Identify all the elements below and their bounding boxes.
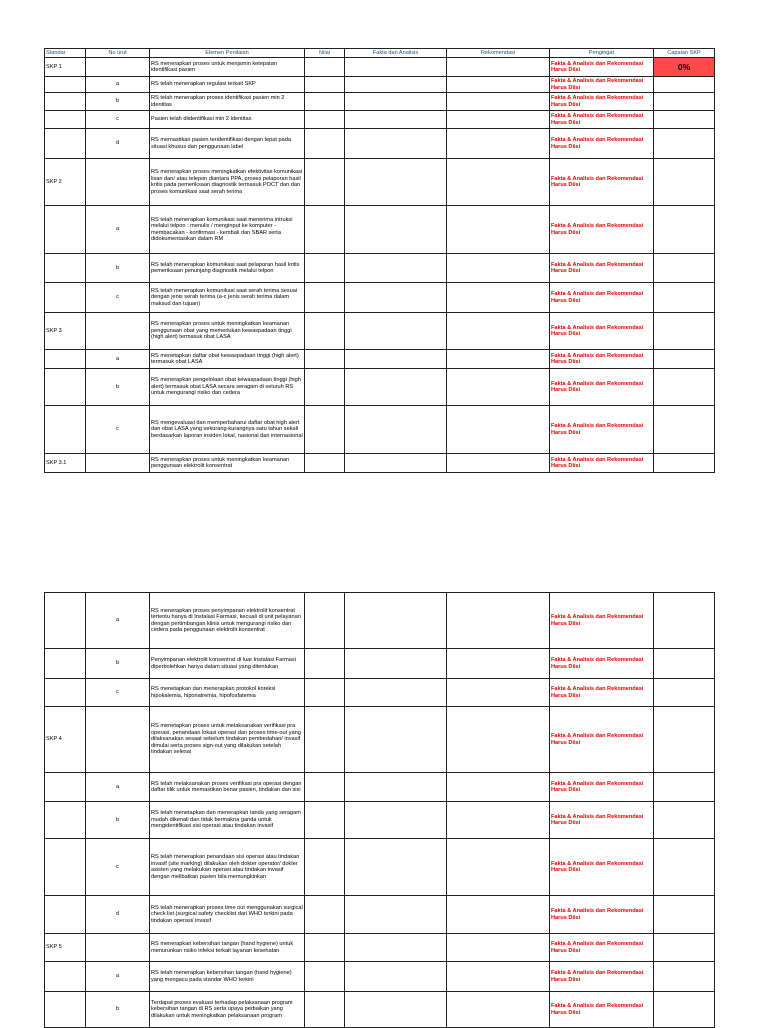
elemen-penilaian-cell: RS menerapkan pengelolaan obat kewaspadaan tinggi (high alert) termasuk obat LASA secara seragam di seluruh RS untuk mengurangi risiko dan cedera bbox=[150, 369, 305, 406]
table-row bbox=[45, 283, 715, 313]
rekomendasi-input-cell[interactable] bbox=[447, 992, 550, 1028]
pengingat-cell: Fakta & Analisis dan Rekomendasi Harus Diisi bbox=[550, 283, 654, 313]
elemen-penilaian-cell: RS menerapkan proses untuk meningkatkan keamanan penggunaan obat yang memerlukan kewaspadaan tinggi (high alert) termasuk obat LASA bbox=[150, 313, 305, 350]
elemen-penilaian-cell: RS telah menerapkan regulasi terkait SKP bbox=[150, 77, 305, 93]
standar-cell bbox=[45, 962, 86, 992]
pengingat-cell: Fakta & Analisis dan Rekomendasi Harus Diisi bbox=[550, 159, 654, 206]
pengingat-cell: Fakta & Analisis dan Rekomendasi Harus Diisi bbox=[550, 58, 654, 77]
nilai-input-cell[interactable] bbox=[305, 58, 345, 77]
capaian-skp-cell bbox=[654, 159, 715, 206]
nilai-input-cell[interactable] bbox=[305, 406, 345, 454]
rekomendasi-input-cell[interactable] bbox=[447, 454, 550, 473]
nilai-input-cell[interactable] bbox=[305, 679, 345, 707]
header-no-urut: No urut bbox=[86, 49, 150, 58]
elemen-penilaian-cell: RS telah menerapkan kebersihan tangan (hand hygiene) yang mengacu pada standar WHO terkini bbox=[150, 962, 305, 992]
nilai-input-cell[interactable] bbox=[305, 206, 345, 254]
capaian-skp-cell bbox=[654, 93, 715, 111]
elemen-penilaian-cell: RS menerapkan proses untuk menjamin ketepatan identifikasi pasien bbox=[150, 58, 305, 77]
capaian-skp-cell bbox=[654, 962, 715, 992]
nilai-input-cell[interactable] bbox=[305, 350, 345, 369]
capaian-skp-value: 0% bbox=[654, 58, 715, 77]
fakta-analisis-input-cell[interactable] bbox=[345, 159, 447, 206]
rekomendasi-input-cell[interactable] bbox=[447, 129, 550, 159]
nilai-input-cell[interactable] bbox=[305, 962, 345, 992]
pengingat-cell: Fakta & Analisis dan Rekomendasi Harus Diisi bbox=[550, 679, 654, 707]
rekomendasi-input-cell[interactable] bbox=[447, 406, 550, 454]
rekomendasi-input-cell[interactable] bbox=[447, 111, 550, 129]
standar-cell bbox=[45, 649, 86, 679]
no-urut-cell bbox=[86, 707, 150, 773]
elemen-penilaian-cell: RS menerapkan kebersihan tangan (hand hygiene) untuk menurunkan risiko infeksi terkait layanan kesehatan bbox=[150, 934, 305, 962]
table-row bbox=[45, 649, 715, 679]
capaian-skp-cell bbox=[654, 593, 715, 649]
rekomendasi-input-cell[interactable] bbox=[447, 649, 550, 679]
standar-cell bbox=[45, 283, 86, 313]
header-capaian-skp: Capaian SKP bbox=[654, 49, 715, 58]
table-row bbox=[45, 802, 715, 839]
pengingat-cell: Fakta & Analisis dan Rekomendasi Harus Diisi bbox=[550, 406, 654, 454]
table-row bbox=[45, 839, 715, 896]
pengingat-cell: Fakta & Analisis dan Rekomendasi Harus Diisi bbox=[550, 802, 654, 839]
rekomendasi-input-cell[interactable] bbox=[447, 206, 550, 254]
capaian-skp-cell bbox=[654, 313, 715, 350]
capaian-skp-cell bbox=[654, 206, 715, 254]
standar-cell bbox=[45, 992, 86, 1028]
rekomendasi-input-cell[interactable] bbox=[447, 254, 550, 283]
no-urut-cell: a bbox=[86, 773, 150, 802]
elemen-penilaian-cell: RS telah menerapkan penandaan sisi operasi atau tindakan invasif (site marking) dilakukan oleh dokter operator/ dokter asisten yang melakukan operasi atau tindakan invasif dengan melibatkan pasien bila memungkinkan bbox=[150, 839, 305, 896]
nilai-input-cell[interactable] bbox=[305, 454, 345, 473]
standar-cell bbox=[45, 593, 86, 649]
elemen-penilaian-cell: RS menetapkan daftar obat kewaspadaan tinggi (high alert) termasuk obat LASA bbox=[150, 350, 305, 369]
capaian-skp-cell bbox=[654, 77, 715, 93]
no-urut-cell bbox=[86, 58, 150, 77]
fakta-analisis-input-cell[interactable] bbox=[345, 206, 447, 254]
standar-cell bbox=[45, 406, 86, 454]
elemen-penilaian-cell: RS mengevaluasi dan memperbaharui daftar obat high alert dan obat LASA yang sekurang-kurangnya satu tahun sekali berdasarkan laporan insiden lokal, nasional dan internasional bbox=[150, 406, 305, 454]
standar-cell bbox=[45, 93, 86, 111]
table-row bbox=[45, 77, 715, 93]
rekomendasi-input-cell[interactable] bbox=[447, 369, 550, 406]
elemen-penilaian-cell: RS telah menerapkan komunikasi saat pelaporan hasil kritis pemeriksaan penunjang diagnostik melalui telpon bbox=[150, 254, 305, 283]
pengingat-cell: Fakta & Analisis dan Rekomendasi Harus Diisi bbox=[550, 206, 654, 254]
elemen-penilaian-cell: RS menerapkan proses untuk meningkatkan keamanan penggunaan elektrolit konsentrat bbox=[150, 454, 305, 473]
elemen-penilaian-cell: RS menetapkan proses untuk melaksanakan verifikasi pra operasi, penandaan lokasi operasi dan proses time-out yang dilaksanakan sesaat sebelum tindakan pembedahan/ invasif dimulai serta proses sign-out yang dilakukan setelah tindakan selesai bbox=[150, 707, 305, 773]
fakta-analisis-input-cell[interactable] bbox=[345, 111, 447, 129]
nilai-input-cell[interactable] bbox=[305, 934, 345, 962]
no-urut-cell: c bbox=[86, 283, 150, 313]
header-row bbox=[45, 49, 715, 58]
no-urut-cell bbox=[86, 313, 150, 350]
rekomendasi-input-cell[interactable] bbox=[447, 350, 550, 369]
fakta-analisis-input-cell[interactable] bbox=[345, 707, 447, 773]
standar-cell: SKP 5 bbox=[45, 934, 86, 962]
rekomendasi-input-cell[interactable] bbox=[447, 679, 550, 707]
table-row bbox=[45, 593, 715, 649]
nilai-input-cell[interactable] bbox=[305, 773, 345, 802]
table-row bbox=[45, 254, 715, 283]
pengingat-cell: Fakta & Analisis dan Rekomendasi Harus Diisi bbox=[550, 350, 654, 369]
fakta-analisis-input-cell[interactable] bbox=[345, 839, 447, 896]
rekomendasi-input-cell[interactable] bbox=[447, 962, 550, 992]
no-urut-cell: c bbox=[86, 406, 150, 454]
standar-cell bbox=[45, 802, 86, 839]
nilai-input-cell[interactable] bbox=[305, 707, 345, 773]
header-standar: Standar bbox=[45, 49, 86, 58]
header-nilai: Nilai bbox=[305, 49, 345, 58]
table-row bbox=[45, 159, 715, 206]
fakta-analisis-input-cell[interactable] bbox=[345, 896, 447, 934]
nilai-input-cell[interactable] bbox=[305, 111, 345, 129]
pengingat-cell: Fakta & Analisis dan Rekomendasi Harus Diisi bbox=[550, 93, 654, 111]
elemen-penilaian-cell: Terdapat proses evaluasi terhadap pelaksanaan program kebersihan tangan di RS serta upaya perbaikan yang dilakukan untuk meningkatkan pelaksanaan program bbox=[150, 992, 305, 1028]
fakta-analisis-input-cell[interactable] bbox=[345, 313, 447, 350]
nilai-input-cell[interactable] bbox=[305, 896, 345, 934]
nilai-input-cell[interactable] bbox=[305, 649, 345, 679]
no-urut-cell: c bbox=[86, 679, 150, 707]
fakta-analisis-input-cell[interactable] bbox=[345, 992, 447, 1028]
header-fakta-analisis: Fakta dan Analisis bbox=[345, 49, 447, 58]
no-urut-cell: d bbox=[86, 129, 150, 159]
fakta-analisis-input-cell[interactable] bbox=[345, 802, 447, 839]
table-row bbox=[45, 111, 715, 129]
pengingat-cell: Fakta & Analisis dan Rekomendasi Harus Diisi bbox=[550, 962, 654, 992]
fakta-analisis-input-cell[interactable] bbox=[345, 350, 447, 369]
table-row bbox=[45, 707, 715, 773]
nilai-input-cell[interactable] bbox=[305, 93, 345, 111]
fakta-analisis-input-cell[interactable] bbox=[345, 93, 447, 111]
standar-cell bbox=[45, 254, 86, 283]
nilai-input-cell[interactable] bbox=[305, 159, 345, 206]
table-row bbox=[45, 773, 715, 802]
rekomendasi-input-cell[interactable] bbox=[447, 77, 550, 93]
pengingat-cell: Fakta & Analisis dan Rekomendasi Harus Diisi bbox=[550, 992, 654, 1028]
pengingat-cell: Fakta & Analisis dan Rekomendasi Harus Diisi bbox=[550, 773, 654, 802]
no-urut-cell bbox=[86, 159, 150, 206]
table-row bbox=[45, 369, 715, 406]
fakta-analisis-input-cell[interactable] bbox=[345, 58, 447, 77]
fakta-analisis-input-cell[interactable] bbox=[345, 962, 447, 992]
elemen-penilaian-cell: Penyimpanan elektrolit konsentrat di luar Instalasi Farmasi diperbolehkan hanya dalam situasi yang ditentukan bbox=[150, 649, 305, 679]
table-row bbox=[45, 896, 715, 934]
no-urut-cell: a bbox=[86, 593, 150, 649]
header-elemen-penilaian: Elemen Penilaian bbox=[150, 49, 305, 58]
nilai-input-cell[interactable] bbox=[305, 802, 345, 839]
standar-cell bbox=[45, 350, 86, 369]
standar-cell bbox=[45, 679, 86, 707]
rekomendasi-input-cell[interactable] bbox=[447, 58, 550, 77]
elemen-penilaian-cell: Pasien telah diidentifikasi min 2 identitas bbox=[150, 111, 305, 129]
rekomendasi-input-cell[interactable] bbox=[447, 593, 550, 649]
pengingat-cell: Fakta & Analisis dan Rekomendasi Harus Diisi bbox=[550, 896, 654, 934]
pengingat-cell: Fakta & Analisis dan Rekomendasi Harus Diisi bbox=[550, 313, 654, 350]
standar-cell bbox=[45, 369, 86, 406]
capaian-skp-cell bbox=[654, 934, 715, 962]
no-urut-cell: a bbox=[86, 350, 150, 369]
nilai-input-cell[interactable] bbox=[305, 839, 345, 896]
header-rekomendasi: Rekomendasi bbox=[447, 49, 550, 58]
rekomendasi-input-cell[interactable] bbox=[447, 313, 550, 350]
elemen-penilaian-cell: RS menerapkan proses meningkatkan efektivitas komunikasi lisan dan/ atau telepon diantara PPA, proses pelaporan hasil kritis pada pemeriksaan diagnostik termasuk POCT dan dan proses komunikasi saat serah terima bbox=[150, 159, 305, 206]
elemen-penilaian-cell: RS telah menerapkan proses time out menggunakan surgical check list (surgical safety checklist dari WHO terkini pada tindakan operasi/ invasif bbox=[150, 896, 305, 934]
pengingat-cell: Fakta & Analisis dan Rekomendasi Harus Diisi bbox=[550, 254, 654, 283]
standar-cell: SKP 1 bbox=[45, 58, 86, 77]
no-urut-cell: b bbox=[86, 649, 150, 679]
capaian-skp-cell bbox=[654, 283, 715, 313]
no-urut-cell: a bbox=[86, 206, 150, 254]
no-urut-cell bbox=[86, 934, 150, 962]
standar-cell: SKP 4 bbox=[45, 707, 86, 773]
rekomendasi-input-cell[interactable] bbox=[447, 773, 550, 802]
no-urut-cell: b bbox=[86, 992, 150, 1028]
fakta-analisis-input-cell[interactable] bbox=[345, 454, 447, 473]
pengingat-cell: Fakta & Analisis dan Rekomendasi Harus Diisi bbox=[550, 934, 654, 962]
elemen-penilaian-cell: RS telah melaksanakan proses verifikasi pra operasi dengan daftar tilik untuk memastikan benar pasien, tindakan dan sisi bbox=[150, 773, 305, 802]
no-urut-cell: d bbox=[86, 896, 150, 934]
fakta-analisis-input-cell[interactable] bbox=[345, 593, 447, 649]
elemen-penilaian-cell: RS memastikan pasien teridentifikasi dengan tepat pada situasi khusus dan penggunaan label bbox=[150, 129, 305, 159]
no-urut-cell: b bbox=[86, 93, 150, 111]
pengingat-cell: Fakta & Analisis dan Rekomendasi Harus Diisi bbox=[550, 369, 654, 406]
pengingat-cell: Fakta & Analisis dan Rekomendasi Harus Diisi bbox=[550, 649, 654, 679]
elemen-penilaian-cell: RS telah menerapkan komunikasi saat serah terima sesuai dengan jenis serah terima (a-c jenis serah terima dalam maksud dan tujuan) bbox=[150, 283, 305, 313]
rekomendasi-input-cell[interactable] bbox=[447, 896, 550, 934]
fakta-analisis-input-cell[interactable] bbox=[345, 129, 447, 159]
fakta-analisis-input-cell[interactable] bbox=[345, 369, 447, 406]
fakta-analisis-input-cell[interactable] bbox=[345, 934, 447, 962]
fakta-analisis-input-cell[interactable] bbox=[345, 773, 447, 802]
fakta-analisis-input-cell[interactable] bbox=[345, 406, 447, 454]
standar-cell bbox=[45, 129, 86, 159]
standar-cell bbox=[45, 206, 86, 254]
table-row bbox=[45, 962, 715, 992]
standar-cell bbox=[45, 839, 86, 896]
rekomendasi-input-cell[interactable] bbox=[447, 802, 550, 839]
standar-cell: SKP 3.1 bbox=[45, 454, 86, 473]
table-row bbox=[45, 129, 715, 159]
pengingat-cell: Fakta & Analisis dan Rekomendasi Harus Diisi bbox=[550, 454, 654, 473]
standar-cell: SKP 3 bbox=[45, 313, 86, 350]
assessment-table-page-2 bbox=[44, 592, 715, 1028]
pengingat-cell: Fakta & Analisis dan Rekomendasi Harus Diisi bbox=[550, 129, 654, 159]
capaian-skp-cell bbox=[654, 254, 715, 283]
nilai-input-cell[interactable] bbox=[305, 254, 345, 283]
no-urut-cell: b bbox=[86, 254, 150, 283]
capaian-skp-cell bbox=[654, 649, 715, 679]
fakta-analisis-input-cell[interactable] bbox=[345, 283, 447, 313]
capaian-skp-cell bbox=[654, 839, 715, 896]
nilai-input-cell[interactable] bbox=[305, 992, 345, 1028]
no-urut-cell: a bbox=[86, 962, 150, 992]
table-row bbox=[45, 992, 715, 1028]
no-urut-cell: c bbox=[86, 111, 150, 129]
elemen-penilaian-cell: RS menetapkan dan menerapkan protokol koreksi hipokalemia, hiponatremia, hipofosfatemia bbox=[150, 679, 305, 707]
nilai-input-cell[interactable] bbox=[305, 313, 345, 350]
elemen-penilaian-cell: RS telah menerapkan komunikasi saat menerima intruksi melalui telpon : menulis / menginput ke komputer - membacakan - konfirmasi - kembali dan SBAR serta didokumentasikan dalam RM bbox=[150, 206, 305, 254]
pengingat-cell: Fakta & Analisis dan Rekomendasi Harus Diisi bbox=[550, 111, 654, 129]
table-row bbox=[45, 454, 715, 473]
elemen-penilaian-cell: RS telah menetapkan dan menerapkan tanda yang seragam mudah dikenali dan tidak bermakna ganda untuk mengidentifikasi sisi operasi atau tindakan invasif bbox=[150, 802, 305, 839]
table-row bbox=[45, 934, 715, 962]
capaian-skp-cell bbox=[654, 406, 715, 454]
elemen-penilaian-cell: RS telah menerapkan proses identifikasi pasien min 2 identitas bbox=[150, 93, 305, 111]
rekomendasi-input-cell[interactable] bbox=[447, 283, 550, 313]
table-row bbox=[45, 406, 715, 454]
capaian-skp-cell bbox=[654, 129, 715, 159]
rekomendasi-input-cell[interactable] bbox=[447, 93, 550, 111]
capaian-skp-cell bbox=[654, 679, 715, 707]
fakta-analisis-input-cell[interactable] bbox=[345, 679, 447, 707]
capaian-skp-cell bbox=[654, 111, 715, 129]
capaian-skp-cell bbox=[654, 896, 715, 934]
standar-cell bbox=[45, 111, 86, 129]
nilai-input-cell[interactable] bbox=[305, 77, 345, 93]
nilai-input-cell[interactable] bbox=[305, 593, 345, 649]
standar-cell bbox=[45, 896, 86, 934]
no-urut-cell: b bbox=[86, 369, 150, 406]
capaian-skp-cell bbox=[654, 454, 715, 473]
capaian-skp-cell bbox=[654, 707, 715, 773]
standar-cell bbox=[45, 77, 86, 93]
nilai-input-cell[interactable] bbox=[305, 283, 345, 313]
table-row bbox=[45, 679, 715, 707]
pengingat-cell: Fakta & Analisis dan Rekomendasi Harus Diisi bbox=[550, 707, 654, 773]
rekomendasi-input-cell[interactable] bbox=[447, 839, 550, 896]
no-urut-cell: b bbox=[86, 802, 150, 839]
table-row bbox=[45, 206, 715, 254]
standar-cell bbox=[45, 773, 86, 802]
capaian-skp-cell bbox=[654, 992, 715, 1028]
pengingat-cell: Fakta & Analisis dan Rekomendasi Harus Diisi bbox=[550, 77, 654, 93]
pengingat-cell: Fakta & Analisis dan Rekomendasi Harus Diisi bbox=[550, 593, 654, 649]
nilai-input-cell[interactable] bbox=[305, 129, 345, 159]
no-urut-cell: a bbox=[86, 77, 150, 93]
table-row bbox=[45, 313, 715, 350]
rekomendasi-input-cell[interactable] bbox=[447, 934, 550, 962]
rekomendasi-input-cell[interactable] bbox=[447, 159, 550, 206]
elemen-penilaian-cell: RS menerapkan proses penyimpanan elektrolit konsentrat tertentu hanya di Instalasi Farmasi, kecuali di unit pelayanan dengan pertimbangan klinis untuk mengurangi risiko dan cedera pada penggunaan elektrolit konsentrat bbox=[150, 593, 305, 649]
capaian-skp-cell bbox=[654, 773, 715, 802]
no-urut-cell bbox=[86, 454, 150, 473]
fakta-analisis-input-cell[interactable] bbox=[345, 649, 447, 679]
no-urut-cell: c bbox=[86, 839, 150, 896]
fakta-analisis-input-cell[interactable] bbox=[345, 254, 447, 283]
capaian-skp-cell bbox=[654, 802, 715, 839]
header-pengingat: Pengingat bbox=[550, 49, 654, 58]
table-row bbox=[45, 350, 715, 369]
capaian-skp-cell bbox=[654, 350, 715, 369]
table-row bbox=[45, 93, 715, 111]
table-row bbox=[45, 58, 715, 77]
standar-cell: SKP 2 bbox=[45, 159, 86, 206]
capaian-skp-cell bbox=[654, 369, 715, 406]
pengingat-cell: Fakta & Analisis dan Rekomendasi Harus Diisi bbox=[550, 839, 654, 896]
assessment-table-page-1 bbox=[44, 48, 715, 473]
rekomendasi-input-cell[interactable] bbox=[447, 707, 550, 773]
nilai-input-cell[interactable] bbox=[305, 369, 345, 406]
fakta-analisis-input-cell[interactable] bbox=[345, 77, 447, 93]
